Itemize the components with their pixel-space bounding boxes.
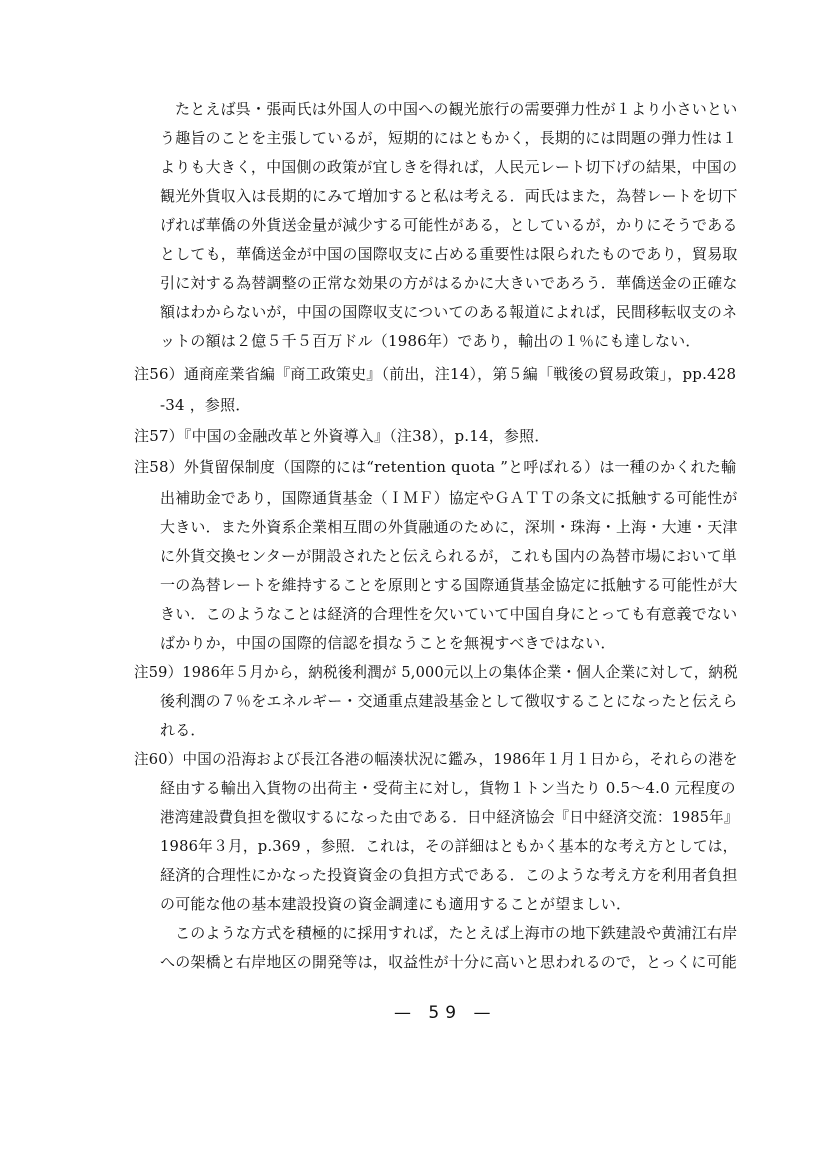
footnote-58-cont: きい．このようなことは経済的合理性を欠いていて中国自身にとっても有意義でない [160,605,738,623]
body-text-line: よりも大きく，中国側の政策が宜しきを得れば，人民元レート切下げの結果，中国の [160,158,738,176]
footnote-60-cont: 港湾建設費負担を徴収するになった由である．日中経済協会『日中経済交流：1985年』 [160,808,739,826]
body-text-line: 額はわからないが，中国の国際収支についてのある報道によれば，民間移転収支のネ [160,303,738,321]
body-text-line: げれば華僑の外貨送金量が減少する可能性がある，としているが，かりにそうである [160,216,738,234]
footnote-60-cont: このような方式を積極的に採用すれば，たとえば上海市の地下鉄建設や黄浦江右岸 [175,924,738,942]
footnote-58-cont: に外貨交換センターが開設されたと伝えられるが，これも国内の為替市場において単 [160,547,738,565]
body-text-line: 引に対する為替調整の正常な効果の方がはるかに大きいであろう．華僑送金の正確な [160,274,738,292]
footnote-58-cont: 出補助金であり，国際通貨基金（ＩＭＦ）協定やＧＡＴＴの条文に抵触する可能性が [160,489,738,507]
footnote-59: 注59）1986年５月から，納税後利潤が 5,000元以上の集体企業・個人企業に対して，納税 [134,663,738,681]
footnote-59-cont: 後利潤の７％をエネルギー・交通重点建設基金として徴収することになったと伝えら [160,692,738,710]
footnote-58-cont: ばかりか，中国の国際的信認を損なうことを無視すべきではない． [160,634,616,652]
footnote-60: 注60）中国の沿海および長江各港の幅湊状況に鑑み，1986年１月１日から，それらの港を [134,750,738,768]
footnote-56: 注56）通商産業省編『商工政策史』（前出，注14），第５編「戦後の貿易政策」，pp.428 [134,365,737,383]
footnote-56-cont: -34 ，参照． [160,396,251,414]
body-text-line: 観光外貨収入は長期的にみて増加すると私は考える．両氏はまた，為替レートを切下 [160,187,738,205]
body-text-line: たとえば呉・張両氏は外国人の中国への観光旅行の需要弾力性が１より小さいとい [175,100,738,118]
footnote-60-cont: の可能な他の基本建設投資の資金調達にも適用することが望ましい． [160,895,632,913]
footnote-58: 注58）外貨留保制度（国際的には“retention quota ”と呼ばれる）は一種のかくれた輸 [134,458,737,476]
body-text-line: う趣旨のことを主張しているが，短期的にはともかく，長期的には問題の弾力性は１ [160,129,738,147]
footnote-58-cont: 大きい．また外資系企業相互間の外貨融通のために，深圳・珠海・上海・大連・天津 [160,518,738,536]
footnote-57: 注57）『中国の金融改革と外資導入』（注38），p.14，参照． [134,427,550,445]
footnote-59-cont: れる． [160,721,206,739]
body-text-line: ットの額は２億５千５百万ドル（1986年）であり，輸出の１％にも達しない． [160,332,701,350]
body-text-line: としても，華僑送金が中国の国際収支に占める重要性は限られたものであり，貿易取 [160,245,738,263]
footnote-60-cont: 1986年３月，p.369 ，参照．これは，その詳細はともかく基本的な考え方としては， [160,837,738,855]
footnote-60-cont: 経由する輸出入貨物の出荷主・受荷主に対し，貨物１トン当たり 0.5～4.0 元程度の [160,779,736,797]
page-number: — 59 — [394,1003,497,1023]
footnote-58-cont: 一の為替レートを維持することを原則とする国際通貨基金協定に抵触する可能性が大 [160,576,738,594]
footnote-60-cont: への架橋と右岸地区の開発等は，収益性が十分に高いと思われるので，とっくに可能 [160,953,738,971]
footnote-60-cont: 経済的合理性にかなった投資資金の負担方式である．このような考え方を利用者負担 [160,866,738,884]
